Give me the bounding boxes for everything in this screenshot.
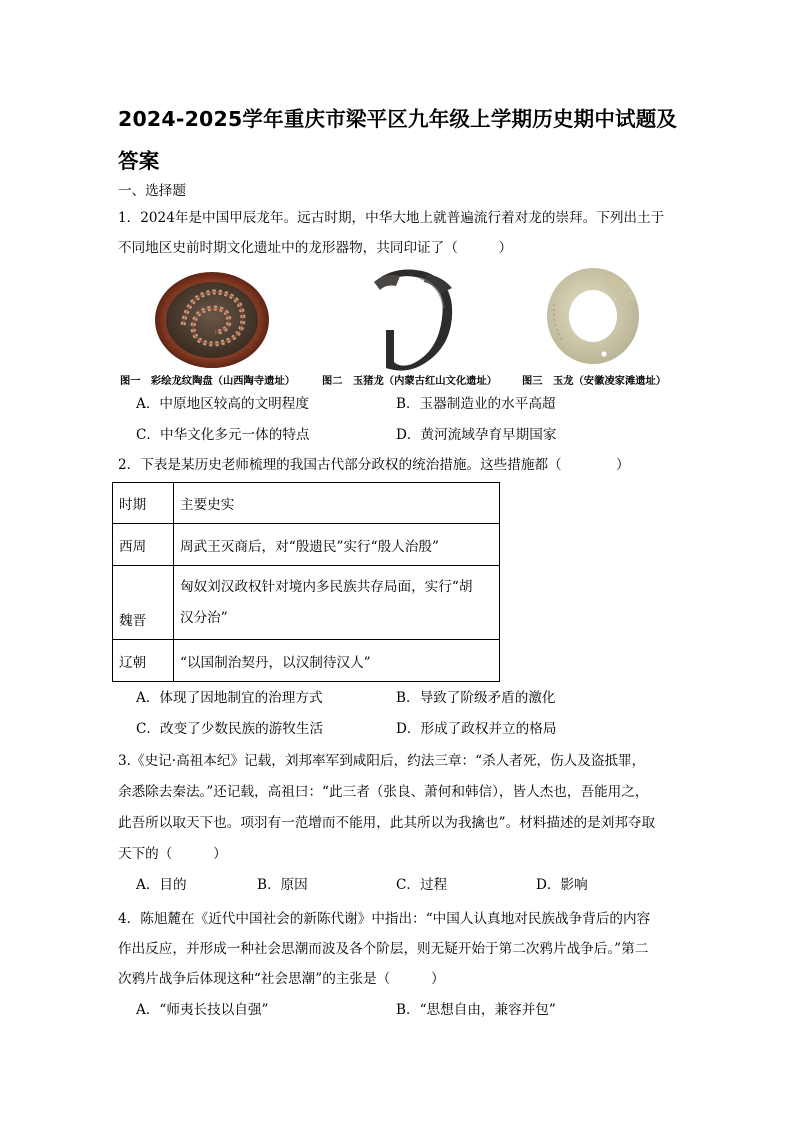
q4-line-3: 次鸦片战争后体现这种“社会思潮”的主张是（ ） [118, 971, 445, 987]
history-table [112, 482, 500, 682]
jade-pig-dragon-figure [360, 268, 460, 372]
q3-line-3: 此吾所以取天下也。项羽有一范增而不能用，此其所以为我擒也”。材料描述的是刘邦夺取 [118, 815, 656, 831]
table-cell: 魏晋 [113, 566, 174, 640]
q1-option-b[interactable]: B．玉器制造业的水平高超 [396, 396, 556, 412]
table-row [113, 566, 500, 640]
jade-dragon-ring-figure [544, 264, 642, 368]
q2-option-c[interactable]: C．改变了少数民族的游牧生活 [136, 721, 324, 737]
table-row [113, 640, 500, 682]
table-header-cell: 主要史实 [174, 483, 500, 524]
table-header-cell: 时期 [113, 483, 174, 524]
q2-line-1: 2．下表是某历史老师梳理的我国古代部分政权的统治措施。这些措施都（ ） [118, 457, 630, 473]
table-cell [174, 566, 500, 640]
figure-3-caption: 图三 玉龙（安徽凌家滩遗址） [522, 375, 667, 387]
table-cell: 周武王灭商后，对“殷遗民”实行“殷人治殷” [174, 524, 500, 566]
q4-option-b[interactable]: B．“思想自由，兼容并包” [396, 1002, 556, 1018]
q2-option-a[interactable]: A．体现了因地制宜的治理方式 [136, 690, 323, 706]
q3-line-2: 余悉除去秦法。”还记载，高祖曰：“此三者（张良、萧何和韩信），皆人杰也，吾能用之， [118, 784, 649, 800]
table-header-row [113, 483, 500, 524]
q3-line-4: 天下的（ ） [118, 846, 227, 862]
figure-1-caption: 图一 彩绘龙纹陶盘（山西陶寺遗址） [120, 375, 296, 387]
q1-option-d[interactable]: D．黄河流域孕育早期国家 [396, 427, 557, 443]
table-cell: 西周 [113, 524, 174, 566]
table-cell: 辽朝 [113, 640, 174, 682]
q2-option-b[interactable]: B．导致了阶级矛盾的激化 [396, 690, 556, 706]
section-heading: 一、选择题 [118, 183, 186, 199]
q1-option-c[interactable]: C．中华文化多元一体的特点 [136, 427, 310, 443]
q2-option-d[interactable]: D．形成了政权并立的格局 [396, 721, 557, 737]
q3-option-a[interactable]: A．目的 [136, 877, 187, 893]
q4-line-2: 作出反应，并形成一种社会思潮而波及各个阶层，则无疑开始于第二次鸦片战争后。”第二 [118, 941, 649, 957]
q1-line-2: 不同地区史前时期文化遗址中的龙形器物，共同印证了（ ） [118, 240, 513, 256]
q3-option-c[interactable]: C．过程 [396, 877, 448, 893]
q1-option-a[interactable]: A．中原地区较高的文明程度 [136, 396, 309, 412]
table-cell-line: 匈奴刘汉政权针对境内多民族共存局面，实行“胡 [180, 578, 473, 595]
q4-option-a[interactable]: A．“师夷长技以自强” [136, 1002, 269, 1018]
q3-line-1: 3.《史记·高祖本纪》记载，刘邦率军到咸阳后，约法三章：“杀人者死，伤人及盗抵罪， [118, 753, 646, 769]
table-cell-line: 汉分治” [180, 609, 228, 626]
q3-option-d[interactable]: D．影响 [536, 877, 588, 893]
figure-2-caption: 图二 玉猪龙（内蒙古红山文化遗址） [322, 375, 498, 387]
q1-line-1: 1．2024年是中国甲辰龙年。远古时期，中华大地上就普遍流行着对龙的崇拜。下列出土于 [118, 210, 665, 226]
q3-option-b[interactable]: B．原因 [257, 877, 308, 893]
table-row [113, 524, 500, 566]
table-cell: “以国制治契丹，以汉制待汉人” [174, 640, 500, 682]
q4-line-1: 4．陈旭麓在《近代中国社会的新陈代谢》中指出：“中国人认真地对民族战争背后的内容 [118, 911, 651, 927]
plate-figure [153, 270, 271, 370]
page-title: 2024-2025学年重庆市梁平区九年级上学期历史期中试题及答案 [118, 107, 678, 173]
